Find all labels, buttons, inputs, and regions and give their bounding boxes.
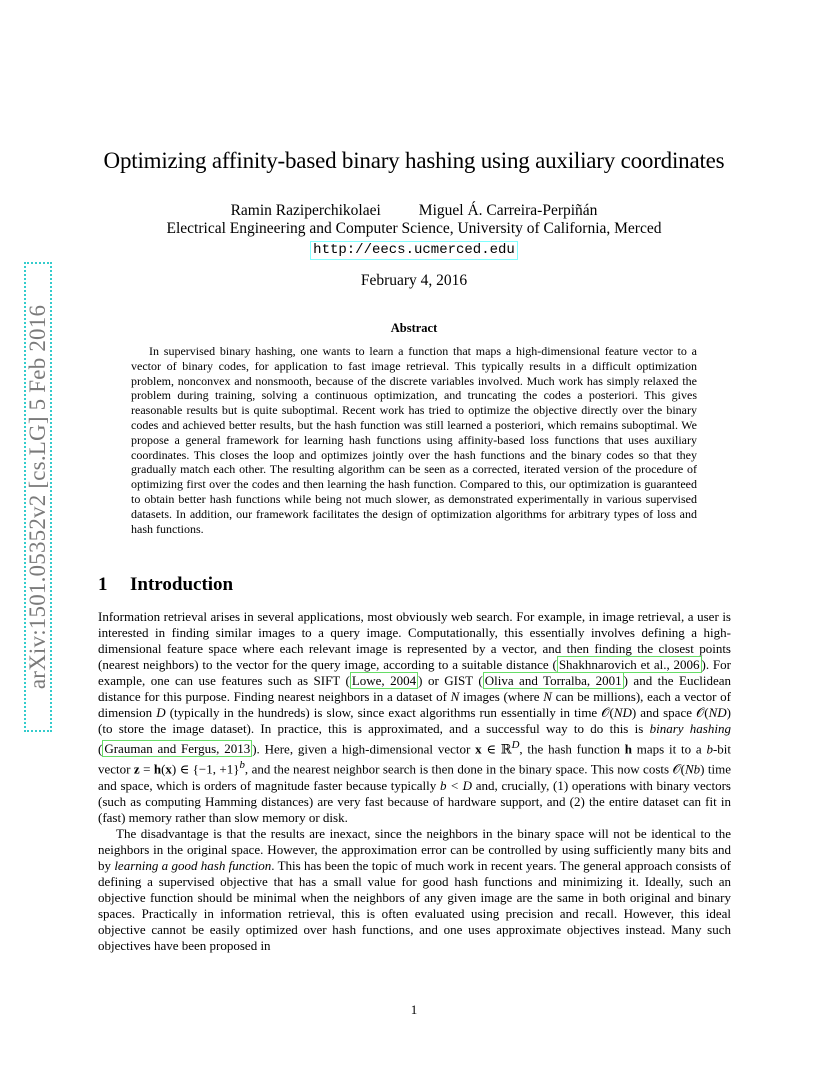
section-heading: [98, 574, 233, 596]
introduction-body: [98, 609, 731, 954]
abstract-text: In supervised binary hashing, one wants to learn a function that maps a high-dimensional feature vector to a vector of binary codes, for application to fast image retrieval. This typically results in a difficult optimization problem, nonconvex and nonsmooth, because of the discrete variables involved. Much work has simply relaxed the problem during training, solving a continuous optimization, and truncating the codes a posteriori. This gives reasonable results but is quite suboptimal. Recent work has tried to optimize the objective directly over the binary codes and achieved better results, but the hash function was still learned a posteriori, which remains suboptimal. We propose a general framework for learning hash functions using affinity-based loss functions that uses auxiliary coordinates. This closes the loop and optimizes jointly over the hash functions and the binary codes so that they gradually match each other. The resulting algorithm can be seen as a corrected, iterated version of the procedure of optimizing first over the codes and then learning the hash function. Compared to this, our optimization is guaranteed to obtain better hash functions while being not much slower, as demonstrated experimentally in various supervised datasets. In addition, our framework facilitates the design of optimization algorithms for arbitrary types of loss and hash functions.: [131, 344, 697, 536]
abstract-heading: Abstract: [390, 321, 438, 335]
intro-paragraph-1: Information retrieval arises in several applications, most obviously web search. For example, in image retrieval, a user is interested in finding similar images to a query image. Computationally, this essentially involves defining a high-dimensional feature space where each relevant image is represented by a vector, and then finding the closest points (nearest neighbors) to the vector for the query image, according to a suitable distance ( Shakhnarovich et al., 2006 ). For example, one can use features such as SIFT ( Lowe, 2004 ) or GIST ( Oliva and Torralba, 2001 ) and the Euclidean distance for this purpose. Finding nearest neighbors in a dataset of N images (where N can be millions), each a vector of dimension D (typically in the hundreds) is slow, since exact algorithms run essentially in time 𝒪(ND) and space 𝒪(ND) (to store the image dataset). In practice, this is approximated, and a successful way to do this is binary hashing ( Grauman and Fergus, 2013 ). Here, given a high-dimensional vector x ∈ ℝ$^D$, the hash function h maps it to a b-bit vector z = h(x) ∈ {−1, +1}$^b$, and the nearest neighbor search is then done in the binary space. This now costs 𝒪(Nb) time and space, which is orders of magnitude faster because typically b < D and, crucially, (1) operations with binary vectors (such as computing Hamming distances) are very fast because of hardware support, and (2) the entire dataset can fit in (fast) memory rather than slow memory or disk.: [98, 609, 731, 825]
intro-paragraph-2: The disadvantage is that the results are inexact, since the neighbors in the binary space will not be identical to the neighbors in the original space. However, the approximation error can be controlled by using sufficiently many bits and by learning a good hash function. This has been the topic of much work in recent years. The general approach consists of defining a supervised objective that has a small value for good hash functions and minimizing it. Ideally, such an objective function should be minimal when the neighbors of any given image are the same in both original and binary spaces. Practically in information retrieval, this is often evaluated using precision and recall. However, this ideal objective cannot be easily optimized over hash functions, and one uses approximate objectives instead. Many such objectives have been proposed in: [98, 825, 731, 953]
section-number: 1: [98, 574, 108, 595]
citation-link[interactable]: Oliva and Torralba, 2001: [484, 673, 622, 688]
author-2: Miguel Á. Carreira-Perpiñán: [418, 202, 598, 219]
citation-link[interactable]: Grauman and Fergus, 2013: [104, 741, 251, 757]
paper-date: February 4, 2016: [360, 272, 468, 289]
arxiv-id[interactable]: arXiv:1501.05352v2 [cs.LG] 5 Feb 2016: [25, 304, 50, 690]
affiliation: Electrical Engineering and Computer Science, University of California, Merced: [166, 220, 662, 237]
citation-link[interactable]: Lowe, 2004: [351, 673, 417, 688]
emphasis-text: learning a good hash function: [114, 857, 272, 873]
author-1: Ramin Raziperchikolaei: [230, 202, 381, 219]
author-list: [0, 202, 828, 220]
citation-link[interactable]: Shakhnarovich et al., 2006: [558, 657, 700, 672]
affiliation-url-link[interactable]: http://eecs.ucmerced.edu: [310, 241, 518, 260]
section-title: Introduction: [130, 574, 234, 595]
paper-title: Optimizing affinity-based binary hashing using auxiliary coordinates: [103, 148, 725, 173]
page-number: 1: [410, 1002, 418, 1017]
emphasis-text: binary hashing: [649, 721, 731, 736]
